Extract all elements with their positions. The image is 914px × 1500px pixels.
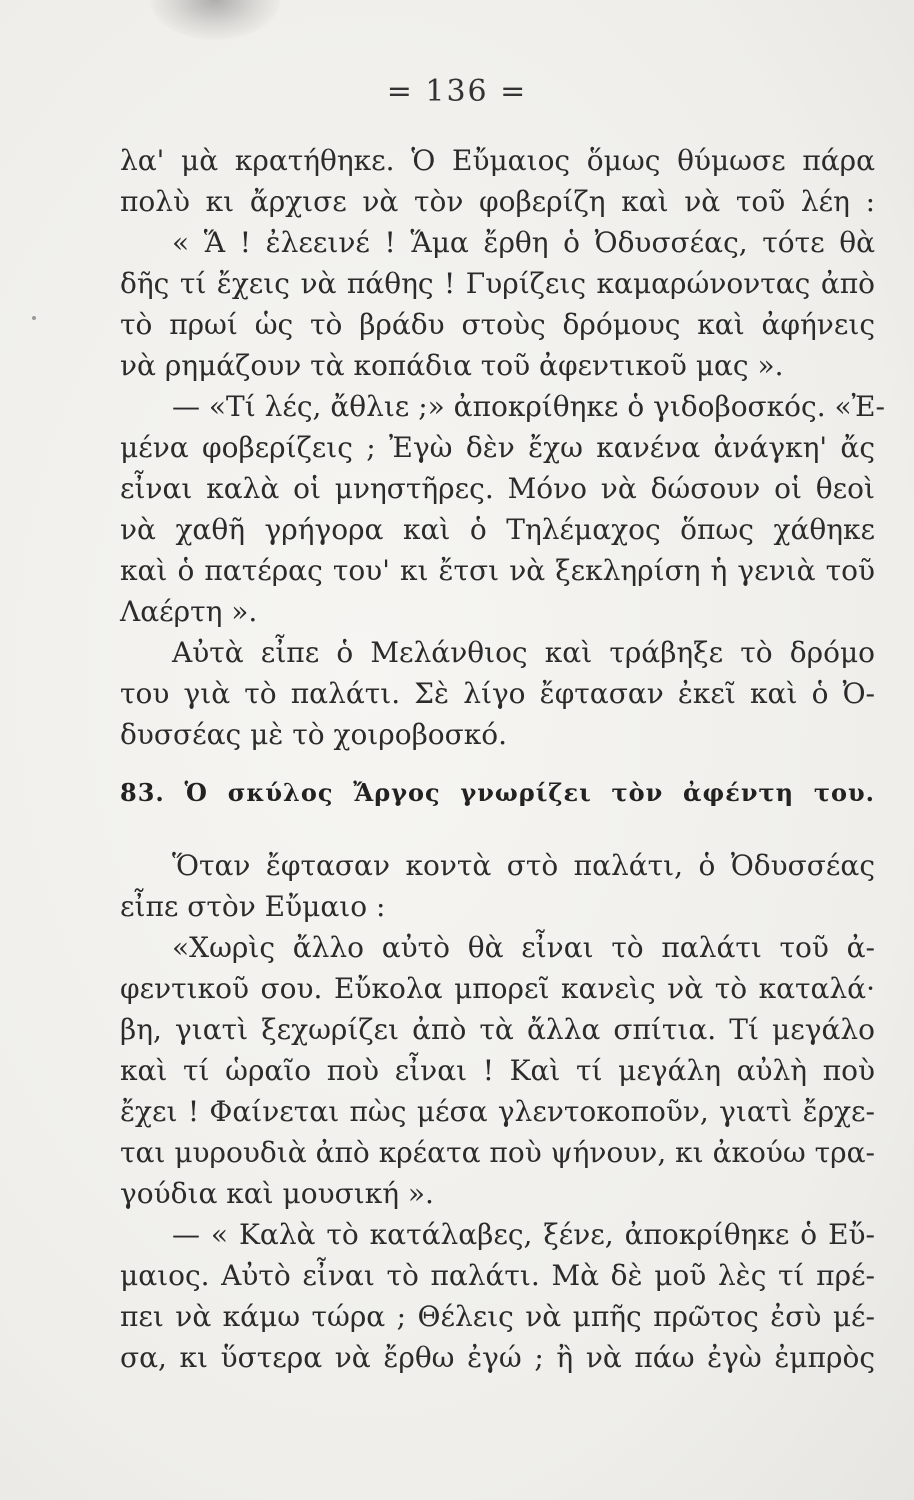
paragraph-block-1 (120, 140, 885, 755)
section-heading: 83. Ὁ σκύλος Ἄργος γνωρίζει τὸν ἀφέντη του. (120, 778, 875, 807)
text-line: — « Καλὰ τὸ κατάλαβες, ξένε, ἀποκρίθηκε ὁ Εὔ- (172, 1218, 875, 1251)
text-line: τὸ πρωί ὡς τὸ βράδυ στοὺς δρόμους καὶ ἀφήνεις (120, 308, 875, 341)
text-line: νὰ ρημάζουν τὰ κοπάδια τοῦ ἀφεντικοῦ μας ». (120, 349, 784, 382)
text-line: καὶ ὁ πατέρας του' κι ἔτσι νὰ ξεκληρίση ἡ γενιὰ τοῦ (120, 554, 875, 587)
text-line: καὶ τί ὡραῖο ποὺ εἶναι ! Καὶ τί μεγάλη αὐλὴ ποὺ (120, 1054, 875, 1087)
page-number: = 136 = (386, 74, 528, 109)
text-line: βη, γιατὶ ξεχωρίζει ἀπὸ τὰ ἄλλα σπίτια. Τί μεγάλο (120, 1013, 875, 1046)
text-line: μαιος. Αὐτὸ εἶναι τὸ παλάτι. Μὰ δὲ μοῦ λὲς τί πρέ- (120, 1259, 875, 1292)
text-line: Λαέρτη ». (120, 595, 258, 628)
text-line: γούδια καὶ μουσική ». (120, 1177, 434, 1210)
text-line: σα, κι ὕστερα νὰ ἔρθω ἐγώ ; ἢ νὰ πάω ἐγὼ ἐμπρὸς (120, 1341, 875, 1374)
text-line: δυσσέας μὲ τὸ χοιροβοσκό. (120, 718, 508, 751)
text-line: εἶπε στὸν Εὔμαιο : (120, 890, 386, 923)
text-line: ται μυρουδιὰ ἀπὸ κρέατα ποὺ ψήνουν, κι ἀκούω τρα- (120, 1136, 875, 1169)
ink-speck (32, 316, 36, 320)
text-line: λα' μὰ κρατήθηκε. Ὁ Εὔμαιος ὅμως θύμωσε πάρα (120, 144, 875, 177)
text-line: νὰ χαθῆ γρήγορα καὶ ὁ Τηλέμαχος ὅπως χάθηκε (120, 513, 875, 546)
text-line: «Χωρὶς ἄλλο αὐτὸ θὰ εἶναι τὸ παλάτι τοῦ ἀ- (172, 931, 875, 964)
text-line: του γιὰ τὸ παλάτι. Σὲ λίγο ἔφτασαν ἐκεῖ καὶ ὁ Ὀ- (120, 677, 875, 710)
text-line: Αὐτὰ εἶπε ὁ Μελάνθιος καὶ τράβηξε τὸ δρόμο (172, 636, 875, 669)
text-line: δῆς τί ἔχεις νὰ πάθης ! Γυρίζεις καμαρώνοντας ἀπὸ (120, 267, 875, 300)
text-line: πολὺ κι ἄρχισε νὰ τὸν φοβερίζη καὶ νὰ τοῦ λέη : (120, 185, 875, 218)
text-line: πει νὰ κάμω τώρα ; Θέλεις νὰ μπῆς πρῶτος ἐσὺ μέ- (120, 1300, 875, 1333)
text-line: φεντικοῦ σου. Εὔκολα μπορεῖ κανεὶς νὰ τὸ καταλά· (120, 972, 875, 1005)
text-line: ἔχει ! Φαίνεται πὼς μέσα γλεντοκοποῦν, γιατὶ ἔρχε- (120, 1095, 875, 1128)
text-line: μένα φοβερίζεις ; Ἐγὼ δὲν ἔχω κανένα ἀνάγκη' ἄς (120, 431, 875, 464)
text-line: — «Τί λές, ἄθλιε ;» ἀποκρίθηκε ὁ γιδοβοσκός. «Ἐ- (172, 390, 885, 423)
text-line: εἶναι καλὰ οἱ μνηστῆρες. Μόνο νὰ δώσουν οἱ θεοὶ (120, 472, 875, 505)
scan-shadow (150, 0, 280, 40)
text-line: Ὅταν ἔφτασαν κοντὰ στὸ παλάτι, ὁ Ὀδυσσέας (172, 849, 875, 882)
text-line: « Ἅ ! ἐλεεινέ ! Ἅμα ἔρθη ὁ Ὀδυσσέας, τότε θὰ (172, 226, 875, 259)
paragraph-block-2 (120, 845, 875, 1378)
